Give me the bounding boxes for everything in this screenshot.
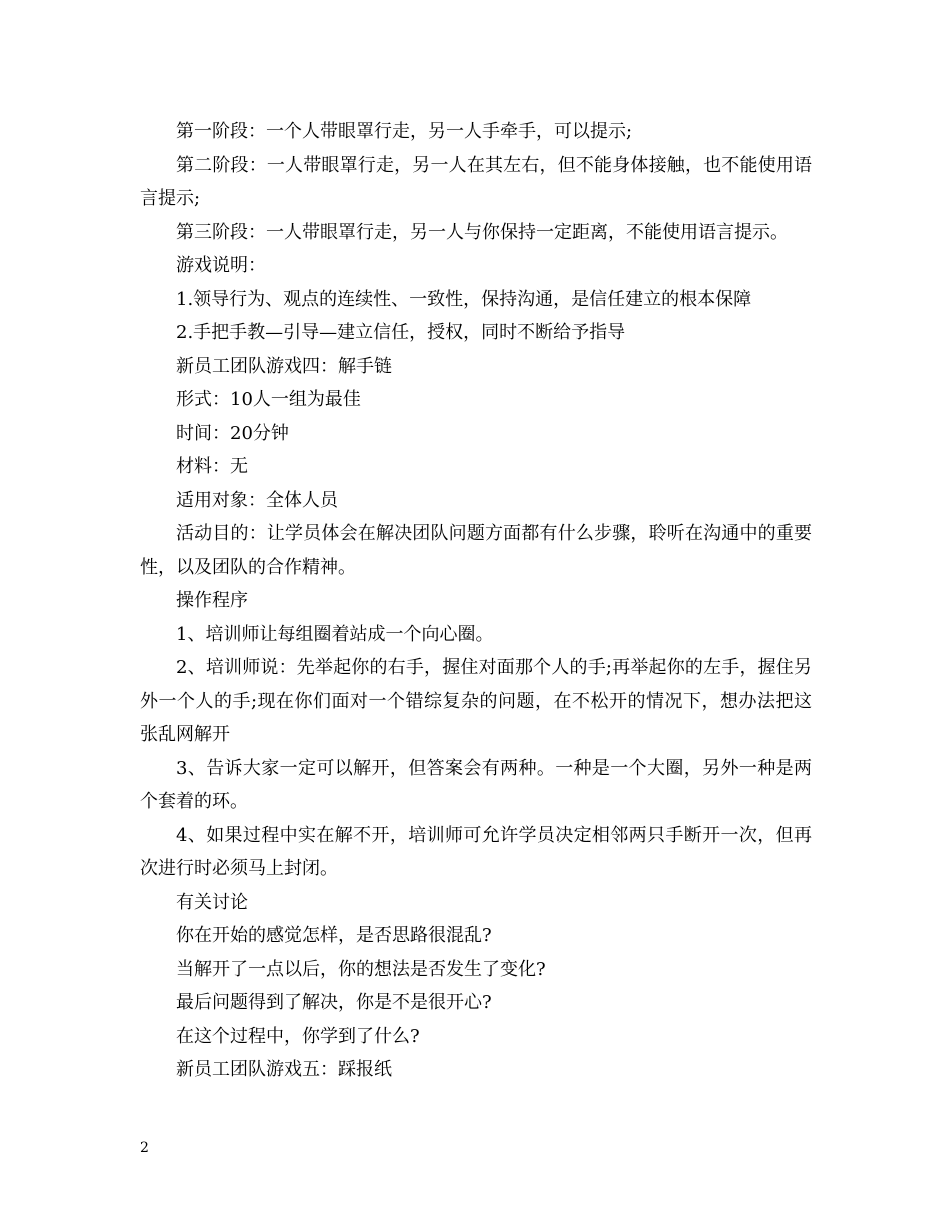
section-heading: 有关讨论 [176,891,248,913]
paragraph: 适用对象：全体人员 [176,489,338,511]
paragraph: 当解开了一点以后，你的想法是否发生了变化? [176,958,546,980]
section-heading: 新员工团队游戏五：踩报纸 [176,1059,392,1080]
section-heading: 操作程序 [176,590,248,611]
paragraph: 1、培训师让每组圈着站成一个向心圈。 [176,623,494,645]
paragraph: 活动目的：让学员体会在解决团队问题方面都有什么步骤，聆听在沟通中的重要性，以及团队的合作精神。 [140,523,812,578]
page-number: 2 [140,1140,149,1156]
section-heading: 新员工团队游戏四：解手链 [176,355,392,377]
section-heading: 游戏说明： [176,255,266,276]
paragraph: 第一阶段：一个人带眼罩行走，另一人手牵手，可以提示; [176,121,633,142]
paragraph: 你在开始的感觉怎样，是否思路很混乱? [176,925,492,946]
paragraph: 形式：10人一组为最佳 [176,389,361,410]
document-body [140,115,812,1087]
paragraph: 材料：无 [176,456,248,477]
paragraph: 4、如果过程中实在解不开，培训师可允许学员决定相邻两只手断开一次，但再次进行时必须马上封闭。 [140,824,812,879]
paragraph: 第三阶段：一人带眼罩行走，另一人与你保持一定距离，不能使用语言提示。 [176,221,788,243]
paragraph: 最后问题得到了解决，你是不是很开心? [176,992,492,1013]
paragraph: 1.领导行为、观点的连续性、一致性，保持沟通，是信任建立的根本保障 [176,288,752,310]
paragraph: 在这个过程中，你学到了什么? [176,1025,420,1047]
paragraph: 2.手把手教—引导—建立信任，授权，同时不断给予指导 [176,322,626,343]
paragraph: 2、培训师说：先举起你的右手，握住对面那个人的手;再举起你的左手，握住另外一个人的手;现在你们面对一个错综复杂的问题，在不松开的情况下，想办法把这张乱网解开 [140,657,812,745]
paragraph: 时间：20分钟 [176,422,289,444]
paragraph: 第二阶段：一人带眼罩行走，另一人在其左右，但不能身体接触，也不能使用语言提示; [140,154,812,209]
paragraph: 3、告诉大家一定可以解开，但答案会有两种。一种是一个大圈，另外一种是两个套着的环。 [140,757,812,812]
